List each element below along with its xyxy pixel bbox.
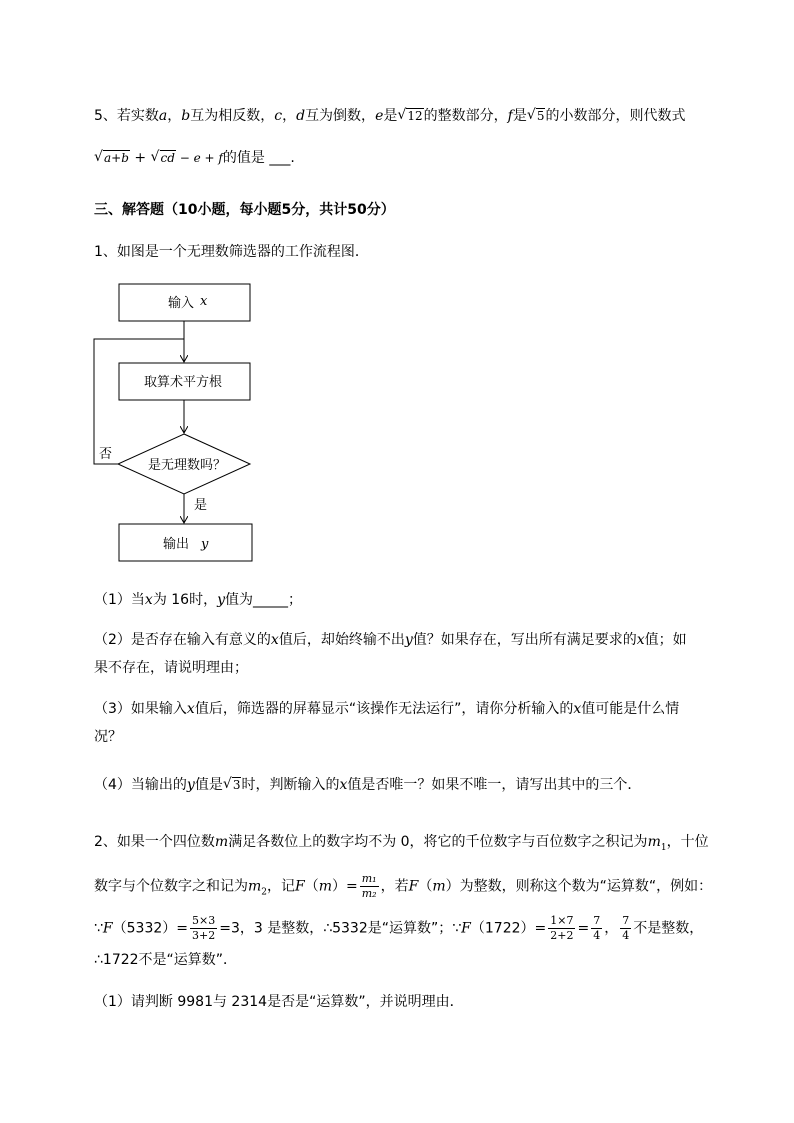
var-F: F (461, 920, 471, 937)
p1-sub3-line1 (94, 699, 679, 719)
var-c: c (274, 108, 283, 124)
subscript: 2 (261, 887, 268, 898)
text: 2、如果一个四位数 (94, 834, 215, 850)
answer-blank: _____ (253, 592, 289, 608)
text: （1722）= (470, 920, 547, 937)
var-m: m (214, 834, 229, 850)
fraction-1x7: $\frac{1\times 7}{2+2}$ (550, 914, 574, 942)
p1-sub2-line1 (94, 630, 687, 650)
var-x: x (270, 632, 279, 648)
p1-sub2-line2: 果不存在，请说明理由； (94, 660, 248, 676)
q5-text7: 的值是 (222, 150, 265, 166)
sqrt-12: √ 12 (397, 107, 423, 123)
sqrt-5: √ 5 (526, 107, 545, 123)
text: （2）是否存在输入有意义的 (94, 632, 271, 648)
var-F: F (408, 878, 419, 895)
var-F: F (295, 878, 305, 895)
var-x: x (186, 701, 195, 717)
text: （5332）= (112, 920, 188, 937)
text: 值是 (194, 777, 223, 793)
var-x: x (144, 592, 153, 608)
fraction-5x3: $\frac{5\times 3}{3+2}$ (192, 914, 216, 942)
var-e: e (375, 108, 384, 124)
var-y: y (186, 777, 195, 793)
p1-sub4 (94, 775, 641, 795)
plus-sign: + (129, 150, 151, 166)
var-a: a (158, 108, 168, 124)
p1-sub1 (94, 590, 302, 610)
text: 值可能是什么情 (581, 701, 680, 717)
text: （1）当 (94, 592, 145, 608)
text: （4）当输出的 (94, 777, 187, 793)
loop-back-line (94, 339, 184, 464)
text: ）为整数，则称这个数为“运算数“，例如： (445, 878, 713, 895)
expr-tail: − e + f (175, 151, 223, 165)
var-x: x (573, 701, 582, 717)
text: ， (604, 920, 619, 937)
text: ∵ (94, 920, 103, 937)
section-heading: 三、解答题（10小题，每小题5分，共计50分） (94, 202, 395, 218)
q5-text5: 是 (512, 108, 527, 124)
var-m1: m (647, 834, 661, 850)
sqrt-cd: √ cd (150, 149, 175, 165)
text: 值后，筛选器的屏幕显示“该操作无法运行”，请你分析输入的 (194, 701, 574, 717)
q5-prefix: 5、若实数 (94, 108, 159, 124)
p2-line1 (94, 832, 709, 858)
q5-comma: ， (167, 108, 182, 124)
text: （ (418, 878, 433, 895)
decision-label: 是无理数吗？ (148, 458, 227, 473)
text: ，十位 (666, 834, 709, 850)
var-m: m (318, 878, 333, 895)
period: . (290, 150, 295, 166)
text: =3，3 是整数，∴5332是“运算数”；∵ (219, 920, 462, 937)
sqrt-a-plus-b: √ a+b (94, 149, 129, 165)
output-var: y (201, 537, 209, 552)
var-y: y (404, 632, 413, 648)
text: = (577, 920, 590, 937)
var-m2: m (248, 878, 262, 895)
fraction-m1-m2: $\frac{\text{m₁}}{\text{m₂}}$ (361, 872, 377, 900)
text: 满足各数位上的数字均不为 0，将它的千位数字与百位数字之积记为 (228, 834, 648, 850)
text: 值后，却始终输不出 (278, 632, 405, 648)
subscript: 1 (660, 842, 667, 853)
text: ，记 (267, 878, 296, 895)
q5-text2: 互为倒数， (305, 108, 376, 124)
text: 值是否唯一？如果不唯一，请写出其中的三个． (347, 777, 642, 793)
var-b: b (181, 108, 191, 124)
var-F: F (102, 920, 113, 937)
yes-label: 是 (194, 498, 208, 513)
output-label: 输出 (163, 537, 190, 552)
var-m: m (432, 878, 446, 895)
p2-line2 (94, 872, 712, 902)
p1-sub3-line2: 况？ (94, 729, 122, 745)
no-label: 否 (99, 447, 113, 462)
text: ； (288, 592, 303, 608)
p1-intro: 1、如图是一个无理数筛选器的工作流程图． (94, 244, 369, 260)
p2-line4: ∴1722不是“运算数”． (94, 952, 238, 968)
text: 为 16时， (152, 592, 218, 608)
sqrt-box-label: 取算术平方根 (144, 375, 223, 390)
q5-text6: 的小数部分，则代数式 (545, 108, 686, 124)
p2-line3 (94, 914, 703, 943)
text: （ (304, 878, 319, 895)
var-x: x (339, 777, 348, 793)
var-f: f (507, 108, 513, 124)
input-var: x (200, 294, 208, 309)
q5-comma: ， (282, 108, 297, 124)
text: 值；如 (644, 632, 687, 648)
var-y: y (217, 592, 226, 608)
var-x: x (636, 632, 645, 648)
q5-text1: 互为相反数， (190, 108, 275, 124)
text: 数字与个位数字之和记为 (94, 878, 248, 895)
var-d: d (296, 108, 306, 124)
text: 值为 (225, 592, 254, 608)
text: ，若 (380, 878, 409, 895)
q5-text4: 的整数部分， (423, 108, 508, 124)
fraction-7-4: $\frac{7}{4}$ (622, 914, 630, 942)
sqrt-3: √ 3 (222, 776, 241, 792)
q5-text3: 是 (383, 108, 398, 124)
p2-sub1: （1）请判断 9981与 2314是否是“运算数”，并说明理由． (94, 994, 464, 1010)
input-label: 输入 (168, 296, 195, 311)
fraction-7-4: $\frac{7}{4}$ (593, 914, 601, 942)
text: （3）如果输入 (94, 701, 187, 717)
text: 值？如果存在，写出所有满足要求的 (412, 632, 637, 648)
answer-blank: ___ (269, 150, 291, 166)
text: ）= (332, 878, 358, 895)
text: 不是整数， (633, 920, 704, 937)
text: 时，判断输入的 (241, 777, 340, 793)
